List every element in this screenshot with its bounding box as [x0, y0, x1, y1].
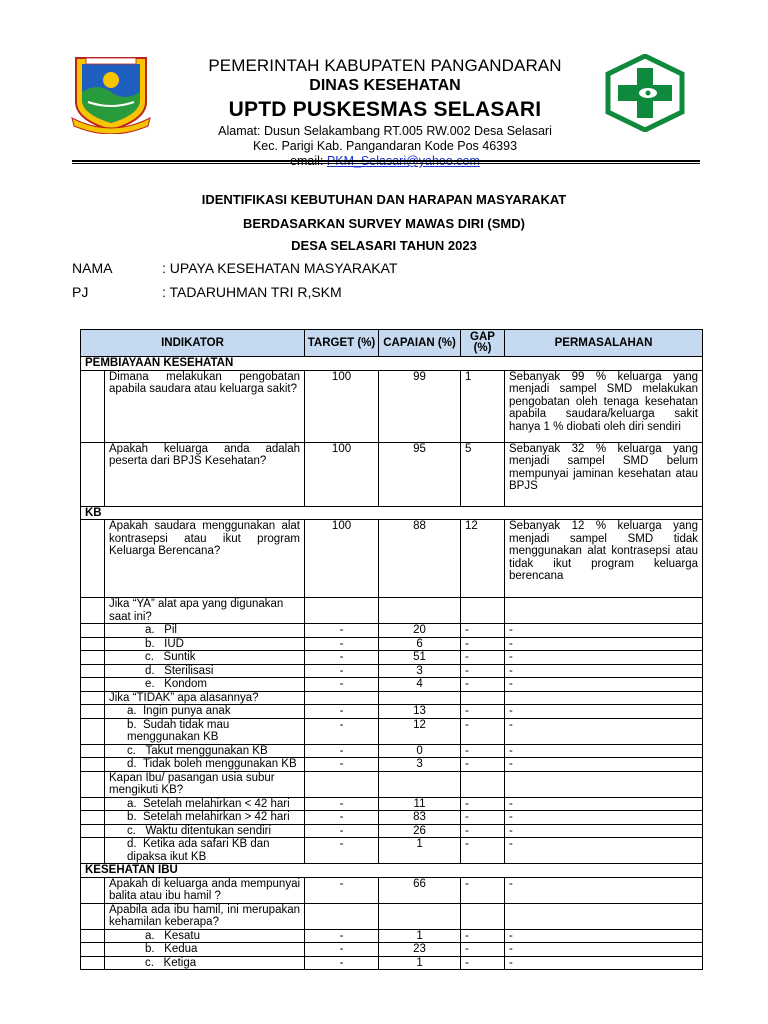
section-kesehatan-ibu: KESEHATAN IBU	[81, 864, 703, 878]
permasalahan-cell: Sebanyak 32 % keluarga yang menjadi sampel SMD belum mempunyai jaminan kesehatan atau BPJS	[505, 442, 703, 506]
capaian-cell: 1	[379, 929, 461, 943]
pj-value: : TADARUHMAN TRI R,SKM	[162, 284, 342, 300]
gap-cell: -	[461, 838, 505, 864]
capaian-cell: 51	[379, 651, 461, 665]
target-cell: -	[305, 705, 379, 719]
gap-cell: -	[461, 678, 505, 692]
spacer-cell	[81, 797, 105, 811]
capaian-cell: 26	[379, 824, 461, 838]
sub-item-label: c. Ketiga	[105, 956, 305, 970]
capaian-cell: 1	[379, 838, 461, 864]
permasalahan-cell: -	[505, 624, 703, 638]
meta-nama	[72, 260, 397, 276]
letterhead-rule-thick	[72, 160, 700, 162]
table-row	[81, 877, 703, 903]
capaian-cell: 4	[379, 678, 461, 692]
sub-item-label: d. Tidak boleh menggunakan KB	[105, 758, 305, 772]
department-name: DINAS KESEHATAN	[309, 77, 461, 94]
capaian-cell: 3	[379, 664, 461, 678]
target-cell: -	[305, 838, 379, 864]
gap-cell: -	[461, 758, 505, 772]
capaian-cell: 88	[379, 520, 461, 598]
sub-item-label: b. IUD	[105, 637, 305, 651]
permasalahan-cell: -	[505, 705, 703, 719]
sub-item-label: c. Waktu ditentukan sendiri	[105, 824, 305, 838]
gap-cell: -	[461, 664, 505, 678]
permasalahan-cell: -	[505, 877, 703, 903]
sub-item-label: b. Kedua	[105, 943, 305, 957]
pj-label: PJ	[72, 284, 89, 300]
target-cell: -	[305, 718, 379, 744]
capaian-cell: 12	[379, 718, 461, 744]
gap-cell: -	[461, 718, 505, 744]
capaian-cell: 6	[379, 637, 461, 651]
target-cell: 100	[305, 370, 379, 442]
gap-cell: -	[461, 929, 505, 943]
permasalahan-cell: -	[505, 651, 703, 665]
permasalahan-cell: -	[505, 824, 703, 838]
capaian-cell: 95	[379, 442, 461, 506]
spacer-cell	[81, 705, 105, 719]
indikator-cell: Apakah keluarga anda adalah peserta dari BPJS Kesehatan?	[105, 442, 305, 506]
permasalahan-cell: -	[505, 678, 703, 692]
table-row	[81, 956, 703, 970]
header-capaian: CAPAIAN (%)	[379, 330, 461, 357]
spacer-cell	[81, 838, 105, 864]
sub-item-label: a. Ingin punya anak	[105, 705, 305, 719]
spacer-cell	[81, 664, 105, 678]
table-row	[81, 797, 703, 811]
permasalahan-cell: -	[505, 943, 703, 957]
table-row	[81, 744, 703, 758]
capaian-cell: 23	[379, 943, 461, 957]
header-target: TARGET (%)	[305, 330, 379, 357]
capaian-cell: 13	[379, 705, 461, 719]
section-pembiayaan: PEMBIAYAAN KESEHATAN	[81, 357, 703, 371]
meta-pj	[72, 284, 342, 300]
table-row	[81, 705, 703, 719]
table-row	[81, 758, 703, 772]
table-row	[81, 637, 703, 651]
gap-cell: -	[461, 797, 505, 811]
sub-item-label: a. Setelah melahirkan < 42 hari	[105, 797, 305, 811]
capaian-cell: 83	[379, 811, 461, 825]
permasalahan-cell: -	[505, 637, 703, 651]
spacer-cell	[81, 929, 105, 943]
indikator-cell: Dimana melakukan pengobatan apabila saudara atau keluarga sakit?	[105, 370, 305, 442]
spacer-cell	[81, 758, 105, 772]
question-hamil: Apabila ada ibu hamil, ini merupakan kehamilan keberapa?	[105, 903, 305, 929]
target-cell: -	[305, 744, 379, 758]
government-name: PEMERINTAH KABUPATEN PANGANDARAN	[208, 56, 562, 75]
nama-value: : UPAYA KESEHATAN MASYARAKAT	[162, 260, 398, 276]
nama-label: NAMA	[72, 260, 113, 276]
section-row	[81, 864, 703, 878]
table-row	[81, 442, 703, 506]
spacer-cell	[81, 811, 105, 825]
gap-cell: -	[461, 811, 505, 825]
spacer-cell	[81, 624, 105, 638]
gap-cell: -	[461, 824, 505, 838]
target-cell: -	[305, 637, 379, 651]
sub-item-label: e. Kondom	[105, 678, 305, 692]
sub-item-label: c. Takut menggunakan KB	[105, 744, 305, 758]
section-row	[81, 506, 703, 520]
target-cell: -	[305, 678, 379, 692]
gap-cell: 1	[461, 370, 505, 442]
permasalahan-cell: -	[505, 744, 703, 758]
gap-cell: -	[461, 624, 505, 638]
permasalahan-cell: -	[505, 718, 703, 744]
question-tidak: Jika “TIDAK” apa alasannya?	[105, 691, 305, 705]
permasalahan-cell: -	[505, 758, 703, 772]
gap-cell: -	[461, 877, 505, 903]
table-row	[81, 520, 703, 598]
target-cell: -	[305, 824, 379, 838]
table-row	[81, 771, 703, 797]
target-cell: -	[305, 651, 379, 665]
capaian-cell: 1	[379, 956, 461, 970]
gap-cell: 5	[461, 442, 505, 506]
question-kapan: Kapan Ibu/ pasangan usia subur mengikuti KB?	[105, 771, 305, 797]
tidak-items	[81, 705, 703, 772]
sub-item-label: b. Setelah melahirkan > 42 hari	[105, 811, 305, 825]
target-cell: -	[305, 664, 379, 678]
table-row	[81, 838, 703, 864]
gap-cell: -	[461, 956, 505, 970]
permasalahan-cell: -	[505, 956, 703, 970]
table-row	[81, 691, 703, 705]
indikator-cell: Apakah di keluarga anda mempunyai balita atau ibu hamil ?	[105, 877, 305, 903]
address-line-1: Alamat: Dusun Selakambang RT.005 RW.002 Desa Selasari	[218, 124, 552, 138]
table-row	[81, 651, 703, 665]
permasalahan-cell: -	[505, 664, 703, 678]
target-cell: -	[305, 943, 379, 957]
target-cell: -	[305, 624, 379, 638]
address-line-2: Kec. Parigi Kab. Pangandaran Kode Pos 46393	[252, 139, 518, 153]
permasalahan-cell: -	[505, 929, 703, 943]
table-row	[81, 678, 703, 692]
puskesmas-name: UPTD PUSKESMAS SELASARI	[228, 98, 542, 121]
target-cell: 100	[305, 520, 379, 598]
gap-cell: -	[461, 705, 505, 719]
spacer-cell	[81, 744, 105, 758]
sub-item-label: d. Sterilisasi	[105, 664, 305, 678]
target-cell: -	[305, 929, 379, 943]
target-cell: 100	[305, 442, 379, 506]
spacer-cell	[81, 824, 105, 838]
table-row	[81, 624, 703, 638]
target-cell: -	[305, 956, 379, 970]
spacer-cell	[81, 637, 105, 651]
table-row	[81, 929, 703, 943]
gap-cell: -	[461, 943, 505, 957]
spacer-cell	[81, 718, 105, 744]
table-row	[81, 664, 703, 678]
table-row	[81, 903, 703, 929]
permasalahan-cell: -	[505, 838, 703, 864]
table-row	[81, 943, 703, 957]
puskesmas-logo-icon	[604, 54, 686, 132]
section-row	[81, 357, 703, 371]
section-kb: KB	[81, 506, 703, 520]
indikator-cell: Apakah saudara menggunakan alat kontrasepsi atau ikut program Keluarga Berencana?	[105, 520, 305, 598]
table-row	[81, 598, 703, 624]
sub-item-label: a. Pil	[105, 624, 305, 638]
permasalahan-cell: Sebanyak 12 % keluarga yang menjadi sampel SMD tidak menggunakan alat kontrasepsi atau tidak ikut program keluarga berencana	[505, 520, 703, 598]
letterhead-rule-thin	[72, 163, 700, 164]
table-row	[81, 370, 703, 442]
target-cell: -	[305, 758, 379, 772]
header-indikator: INDIKATOR	[81, 330, 305, 357]
capaian-cell: 0	[379, 744, 461, 758]
sub-item-label: c. Suntik	[105, 651, 305, 665]
sub-item-label: b. Sudah tidak mau menggunakan KB	[105, 718, 305, 744]
table-header-row	[81, 330, 703, 357]
hamil-items	[81, 929, 703, 970]
survey-table	[80, 329, 703, 970]
capaian-cell: 20	[379, 624, 461, 638]
capaian-cell: 66	[379, 877, 461, 903]
table-row	[81, 824, 703, 838]
spacer-cell	[81, 651, 105, 665]
capaian-cell: 99	[379, 370, 461, 442]
sub-item-label: a. Kesatu	[105, 929, 305, 943]
sub-item-label: d. Ketika ada safari KB dan dipaksa ikut KB	[105, 838, 305, 864]
gap-cell: 12	[461, 520, 505, 598]
permasalahan-cell: -	[505, 811, 703, 825]
document-title-line-2: BERDASARKAN SURVEY MAWAS DIRI (SMD)	[243, 216, 525, 231]
header-gap: GAP (%)	[461, 330, 505, 357]
kapan-items	[81, 797, 703, 864]
permasalahan-cell: -	[505, 797, 703, 811]
kabupaten-pangandaran-emblem-icon	[68, 52, 154, 134]
gap-cell: -	[461, 637, 505, 651]
table-row	[81, 811, 703, 825]
gap-cell: -	[461, 744, 505, 758]
table-row	[81, 718, 703, 744]
document-title-line-1: IDENTIFIKASI KEBUTUHAN DAN HARAPAN MASYARAKAT	[201, 192, 567, 207]
spacer-cell	[81, 678, 105, 692]
letterhead-text	[160, 56, 610, 169]
document-title-line-3: DESA SELASARI TAHUN 2023	[291, 238, 477, 253]
header-permasalahan: PERMASALAHAN	[505, 330, 703, 357]
gap-cell: -	[461, 651, 505, 665]
question-ya: Jika “YA” alat apa yang digunakan saat ini?	[105, 598, 305, 624]
permasalahan-cell: Sebanyak 99 % keluarga yang menjadi sampel SMD melakukan pengobatan oleh tenaga kesehatan apabila saudara/keluarga sakit hanya 1 % diobati oleh diri sendiri	[505, 370, 703, 442]
ya-items	[81, 624, 703, 692]
letterhead	[0, 0, 768, 165]
spacer-cell	[81, 956, 105, 970]
target-cell: -	[305, 811, 379, 825]
spacer-cell	[81, 943, 105, 957]
target-cell: -	[305, 877, 379, 903]
capaian-cell: 3	[379, 758, 461, 772]
target-cell: -	[305, 797, 379, 811]
capaian-cell: 11	[379, 797, 461, 811]
